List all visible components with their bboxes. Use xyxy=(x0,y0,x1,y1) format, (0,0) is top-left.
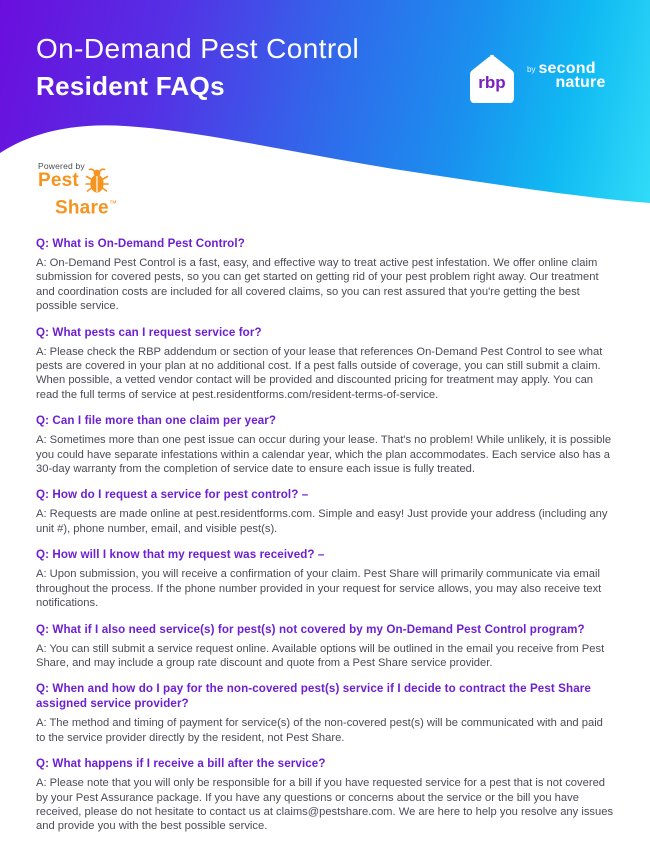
faq-answer: A: Please note that you will only be responsible for a bill if you have requested service for a pest that is not covered by your Pest Assurance package. If you have any questions or concerns about the service or the bill you have received, please do not hesitate to contact us at claims@pestshare.com. We are here to help you resolve any issues and provide you with the best possible service. xyxy=(36,777,614,833)
faq-question: Q: Can I file more than one claim per year? xyxy=(36,414,277,428)
faq-question: Q: How will I know that my request was received? – xyxy=(36,548,325,562)
faq-item-1 xyxy=(36,236,614,314)
faq-answer: A: The method and timing of payment for service(s) of the non-covered pest(s) will be communicated with and paid to the service provider directly by the resident, not Pest Share. xyxy=(36,717,603,744)
faq-item-8 xyxy=(36,756,614,834)
faq-question: Q: What pests can I request service for? xyxy=(36,325,262,339)
svg-text:rbp: rbp xyxy=(478,73,506,92)
faq-question: Q: How do I request a service for pest control? – xyxy=(36,488,309,502)
faq-item-5 xyxy=(36,547,614,610)
by-label: by xyxy=(527,65,536,74)
brand-line-1: second xyxy=(538,60,596,77)
faq-item-6 xyxy=(36,622,614,671)
faq-question: Q: When and how do I pay for the non-covered pest(s) service if I decide to contract the Pest Share assigned service provider? xyxy=(36,682,591,711)
pestshare-logo xyxy=(38,161,118,219)
faq-item-4 xyxy=(36,487,614,536)
brand-line-2: nature xyxy=(555,74,606,91)
faq-item-2 xyxy=(36,325,614,403)
pestshare-word-pest: Pest xyxy=(38,170,79,191)
pestshare-line2 xyxy=(38,195,118,219)
page-title: On-Demand Pest Control xyxy=(36,33,360,64)
pestshare-word-share: Share xyxy=(55,197,109,219)
second-nature-wordmark xyxy=(538,62,605,90)
faq-answer: A: Please check the RBP addendum or section of your lease that references On-Demand Pest Control to see what pests are covered in your plan at no additional cost. If a pest falls outside of coverage, you can still submit a claim. When possible, a vetted vendor contact will be provided and discounted pricing for treatment may apply. You can read the full terms of service at pest.residentforms.com/resident-terms-of-service. xyxy=(36,345,603,401)
faq-answer: A: On-Demand Pest Control is a fast, easy, and effective way to treat active pest infestation. We offer online claim submission for covered pests, so you can get started on getting rid of your pest problem right away. Our treatment and coordination costs are included for all covered claims, so you can rest assured that you're getting the best possible service. xyxy=(36,257,599,313)
faq-answer: A: Sometimes more than one pest issue can occur during your lease. That's no problem! While unlikely, it is possible you could have separate infestations within a calendar year, which the plan accommodates. Each service also has a 30-day warranty from the completion of service date to ensure each issue is fully treated. xyxy=(36,434,612,476)
faq-list xyxy=(0,212,650,834)
faq-answer: A: Upon submission, you will receive a confirmation of your claim. Pest Share will primarily communicate via email throughout the process. If the phone number provided in your request for service allows, you may also receive text notifications. xyxy=(36,568,602,610)
bug-icon xyxy=(85,167,109,195)
trademark-symbol: ™ xyxy=(108,199,118,208)
title-block xyxy=(36,33,359,101)
rbp-second-nature-logo xyxy=(464,50,606,108)
pestshare-line1 xyxy=(38,172,117,195)
powered-by-label: Powered by xyxy=(38,161,85,171)
faq-question: Q: What is On-Demand Pest Control? xyxy=(36,237,245,250)
faq-item-7 xyxy=(36,681,614,745)
page-subtitle: Resident FAQs xyxy=(36,71,225,101)
faq-question: Q: What happens if I receive a bill after the service? xyxy=(36,757,326,771)
faq-item-3 xyxy=(36,413,614,476)
faq-answer: A: Requests are made online at pest.residentforms.com. Simple and easy! Just provide your address (including any unit #), phone number, email, and visible pest(s). xyxy=(36,508,608,535)
faq-answer: A: You can still submit a service request online. Available options will be outlined in the email you receive from Pest Share, and may include a group rate discount and quote from a Pest Share service provider. xyxy=(36,642,605,669)
rbp-house-icon xyxy=(464,50,520,108)
faq-question: Q: What if I also need service(s) for pest(s) not covered by my On-Demand Pest Control program? xyxy=(36,622,585,636)
